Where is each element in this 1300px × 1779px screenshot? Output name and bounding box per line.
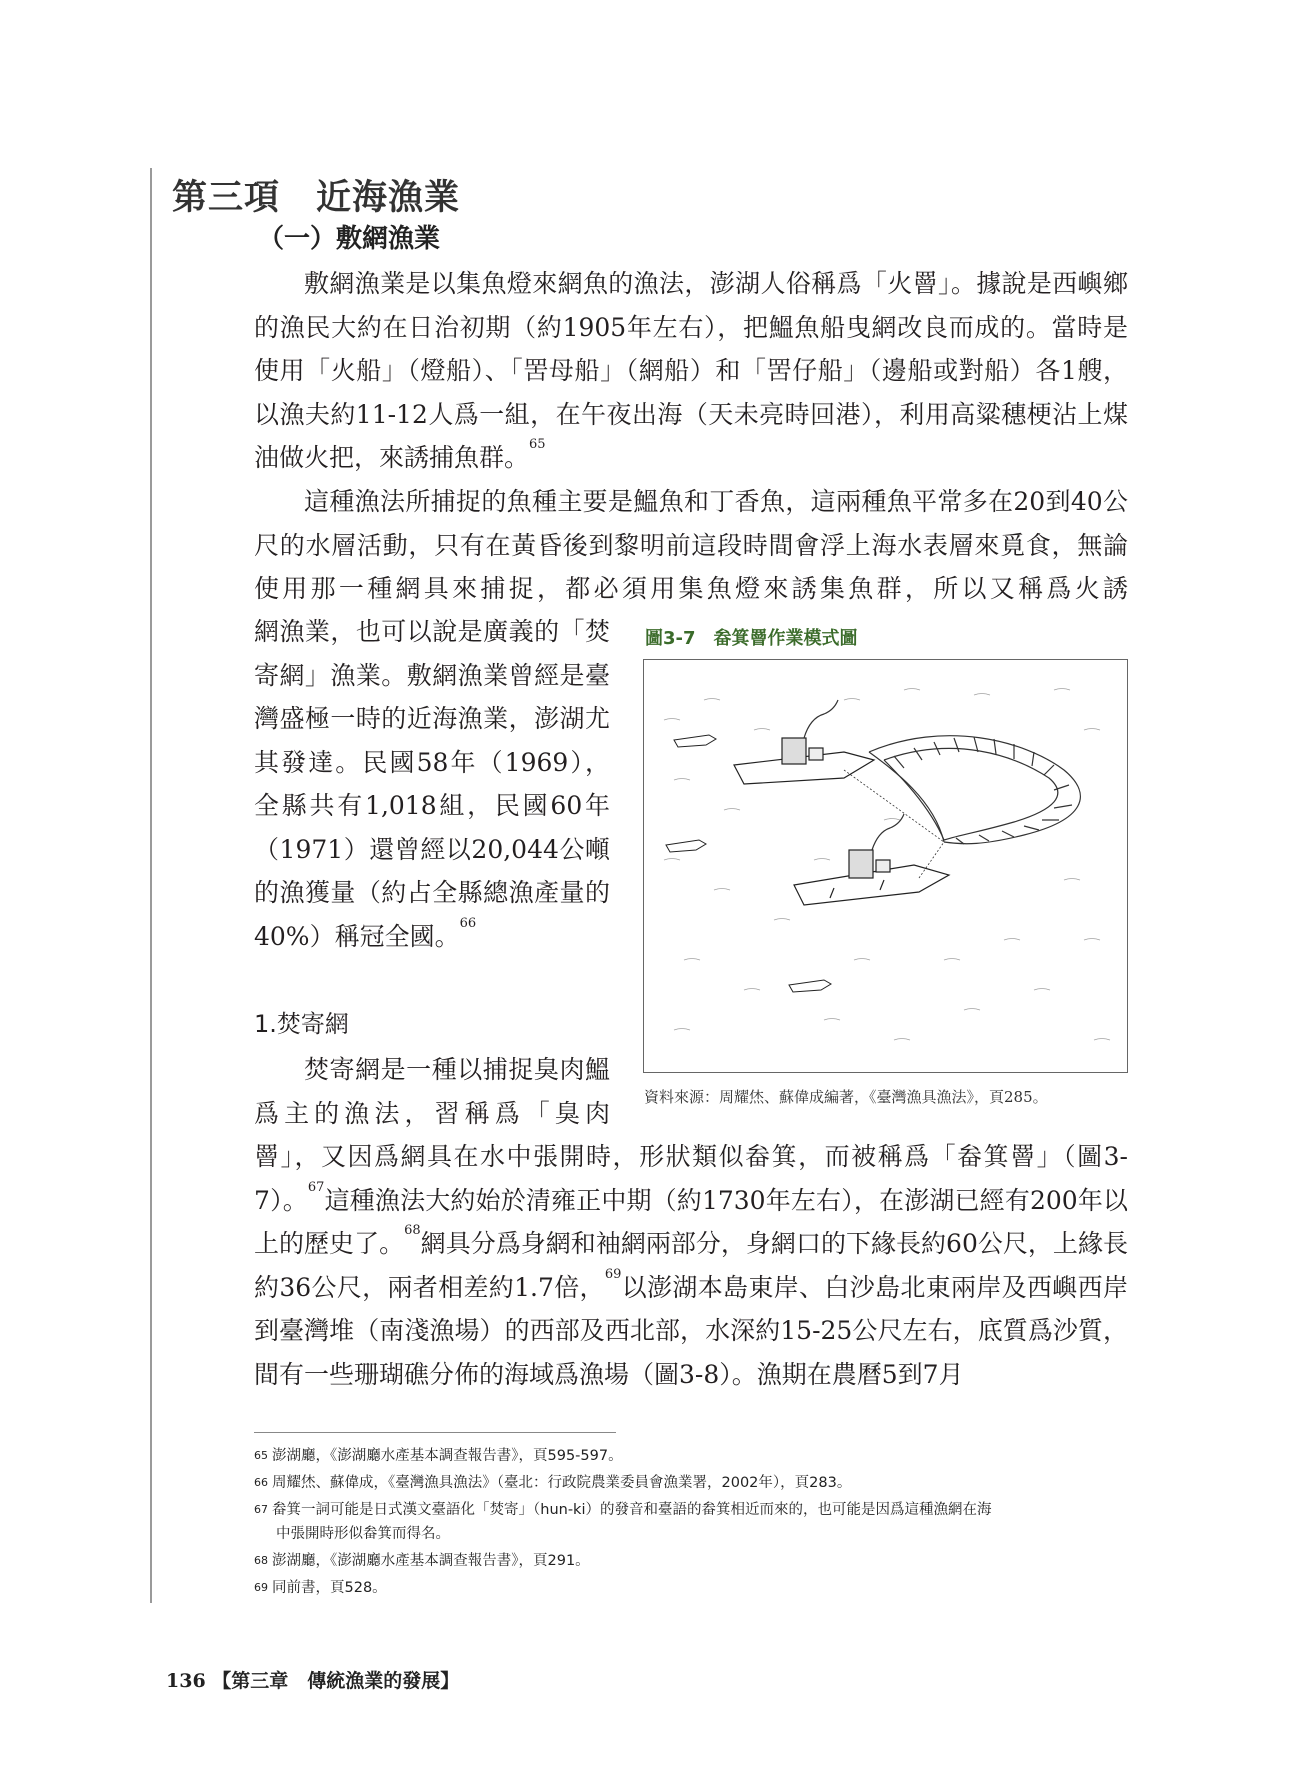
page-footer [166, 1666, 459, 1693]
footnote-divider [254, 1432, 616, 1433]
footnote-ref-68: 68 [404, 1223, 421, 1238]
paragraph-3-narrow: 焚寄網是一種以捕捉臭肉鰮爲主的漁法，習稱爲「臭肉 [254, 1055, 610, 1128]
paragraph-3-part-d: 以澎湖本島東岸、白沙島北東兩岸及西嶼西岸到臺灣堆（南淺漁場）的西部及西北部，水深約15-25公尺左右，底質爲沙質，間有一些珊瑚礁分佈的海域爲漁場（圖3-8）。漁期在農曆5到7月 [254, 1272, 1128, 1389]
footnotes [254, 1444, 1130, 1603]
footnote-number: 67 [254, 1503, 268, 1516]
figure-fishing-diagram [643, 659, 1128, 1073]
margin-rule [150, 168, 152, 1603]
fishing-illustration [644, 660, 1127, 1072]
paragraph-2: 這種漁法所捕捉的魚種主要是鰮魚和丁香魚，這兩種魚平常多在20到40公尺的水層活動，只有在黃昏後到黎明前這段時間會浮上海水表層來覓食，無論使用那一種網具來捕捉，都必須用集魚燈來誘集魚群，所以又稱爲火誘 [254, 487, 1128, 603]
footnote-66 [254, 1471, 1130, 1495]
footnote-67 [254, 1498, 1130, 1546]
footnote-text: 畚箕一詞可能是日式漢文臺語化「焚寄」（hun-ki）的發音和臺語的畚箕相近而來的，也可能是因爲這種漁網在海 [272, 1502, 992, 1518]
footnote-68 [254, 1549, 1130, 1573]
paragraph-3 [254, 1135, 1128, 1396]
boat-small-3 [789, 980, 831, 992]
footnote-text-continued: 中張開時形似畚箕而得名。 [276, 1526, 450, 1542]
net-shape [869, 736, 1080, 844]
footnote-number: 66 [254, 1476, 268, 1489]
figure-caption: 圖3-7 畚箕罾作業模式圖 [645, 628, 858, 649]
boat-small-1 [674, 735, 716, 747]
footnote-ref-66: 66 [459, 915, 477, 931]
footnote-number: 65 [254, 1449, 268, 1462]
paragraph-3-part-c: 網具分爲身網和袖網兩部分，身網口的下緣長約60公尺，上緣長約36公尺，兩者相差約1.7倍， [254, 1229, 1128, 1302]
heading-fenji-net: 1.焚寄網 [254, 1010, 349, 1038]
boat-large-top [734, 700, 874, 784]
footnote-text: 澎湖廳，《澎湖廳水產基本調查報告書》，頁291。 [272, 1553, 590, 1569]
paragraph-3-part-b: 這種漁法大約始於清雍正中期（約1730年左右），在澎湖已經有200年以上的歷史了。 [254, 1185, 1129, 1258]
section-title: 第三項 近海漁業 [172, 178, 461, 218]
footnote-65 [254, 1444, 1130, 1468]
subsection-title: （一）敷網漁業 [258, 224, 441, 254]
boat-small-2 [666, 840, 706, 852]
footnote-text: 澎湖廳，《澎湖廳水產基本調查報告書》，頁595-597。 [272, 1448, 623, 1464]
footnote-69 [254, 1576, 1130, 1600]
paragraph-2-narrow-text: 網漁業，也可以說是廣義的「焚寄網」漁業。敷網漁業曾經是臺灣盛極一時的近海漁業，澎湖尤其發達。民國58年（1969），全縣共有1,018組，民國60年（1971）還曾經以20,044公噸的漁獲量（約占全縣總漁產量的40%）稱冠全國。 [254, 617, 610, 951]
page-number: 136 [166, 1670, 206, 1692]
paragraph-1-text: 敷網漁業是以集魚燈來網魚的漁法，澎湖人俗稱爲「火罾」。據說是西嶼鄉的漁民大約在日治初期（約1905年左右），把鰮魚船曳網改良而成的。當時是使用「火船」（燈船）、「罟母船」（網船）和「罟仔船」（邊船或對船）各1艘，以漁夫約11-12人爲一組，在午夜出海（天未亮時回港），利用高粱穗梗沾上煤油做火把，來誘捕魚群。 [254, 269, 1128, 472]
footnote-text: 周耀烋、蘇偉成，《臺灣漁具漁法》（臺北：行政院農業委員會漁業署，2002年），頁283。 [272, 1475, 852, 1491]
paragraph-3-part-a: 罾」，又因爲網具在水中張開時，形狀類似畚箕，而被稱爲「畚箕罾」（圖3-7）。 [254, 1142, 1128, 1215]
footnote-text: 同前書，頁528。 [272, 1580, 387, 1596]
chapter-title: 【第三章 傳統漁業的發展】 [212, 1670, 460, 1692]
boat-large-bottom [794, 814, 949, 905]
footnote-ref-69: 69 [604, 1266, 622, 1282]
paragraph-2-narrow [254, 610, 610, 958]
paragraph-1 [254, 262, 1128, 480]
figure-source: 資料來源：周耀烋、蘇偉成編著，《臺灣漁具漁法》，頁285。 [644, 1088, 1048, 1106]
footnote-number: 69 [254, 1581, 268, 1594]
footnote-ref-65: 65 [529, 437, 546, 452]
footnote-number: 68 [254, 1554, 268, 1567]
footnote-ref-67: 67 [307, 1179, 325, 1195]
